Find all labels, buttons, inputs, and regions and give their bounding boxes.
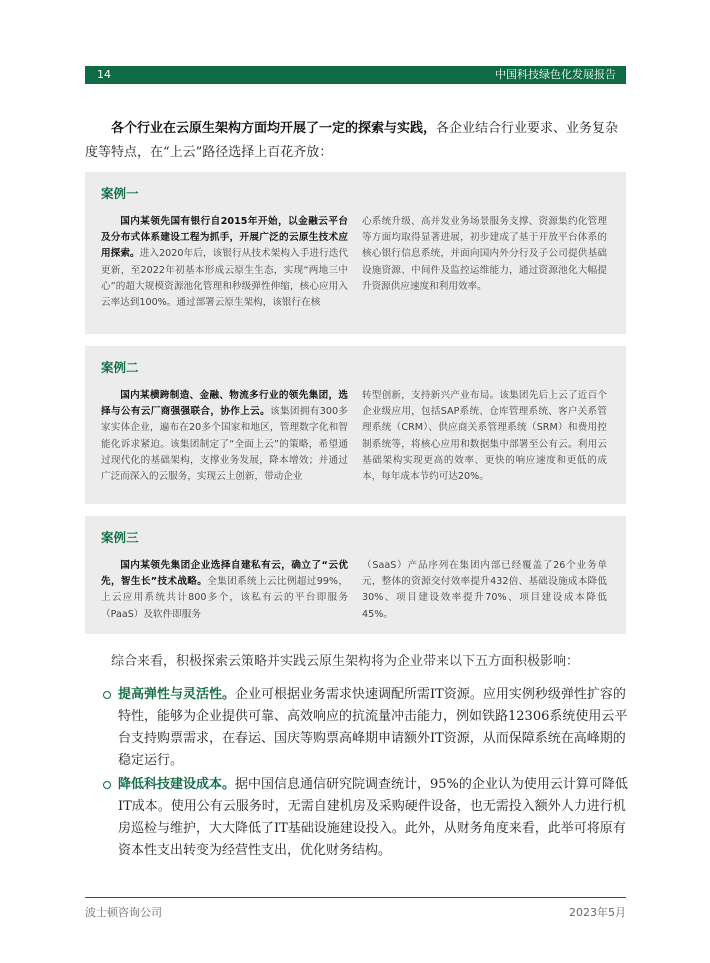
- bullet-item: [118, 774, 628, 862]
- report-title: 中国科技绿色化发展报告: [495, 68, 616, 81]
- footer-date: 2023年5月: [569, 906, 626, 919]
- intro-rest: 各企业结合行业要求、业务复杂度等特点，在“上云”路径选择上百花齐放：: [85, 121, 619, 160]
- case-right-column: 心系统升级、高并发业务场景服务支撑、资源集约化管理等方面均取得显著进展，初步建成了基于开放平台体系的核心银行信息系统，并面向国内外分行及子公司提供基础设施资源、中间件及监控运维能力，通过资源池化大幅提升资源供应速度和利用效率。: [362, 216, 607, 292]
- intro-bold: 各个行业在云原生架构方面均开展了一定的探索与实践，: [111, 121, 437, 136]
- bullet-lead: 降低科技建设成本。: [118, 777, 236, 792]
- case-right-column: 转型创新，支持新兴产业布局。该集团先后上云了近百个企业级应用，包括SAP系统、仓库管理系统、客户关系管理系统（CRM）、供应商关系管理系统（SRM）和费用控制系统等，将核心应用和数据集中部署至公有云。利用云基础架构实现更高的效率、更快的响应速度和更低的成本，每年成本节约可达20%。: [362, 390, 607, 483]
- case-box-1: [85, 172, 626, 334]
- bullet-item: [118, 684, 628, 772]
- case-bold-lead: 国内某领先国有银行自2015年开始，以金融云平台及分布式体系建设工程为抓手，开展广泛的云原生技术应用探索。: [101, 216, 348, 260]
- bullet-circle-icon: [103, 691, 111, 699]
- case-left-text: 该集团拥有300多家实体企业，遍布在20多个国家和地区，管理数字化和智能化诉求紧迫。该集团制定了“全面上云”的策略，希望通过现代化的基础架构，支撑业务发展，降本增效；并通过广泛而深入的云服务，实现云上创新，带动企业: [101, 406, 349, 483]
- intro-paragraph: [85, 117, 628, 165]
- case-title: 案例二: [101, 360, 139, 375]
- case-left-column: [101, 388, 348, 485]
- bullet-text: 据中国信息通信研究院调查统计，95%的企业认为使用云计算可降低IT成本。使用公有云服务时，无需自建机房及采购硬件设备，也无需投入额外人力进行机房巡检与维护，大大降低了IT基础设施建设投入。此外，从财务角度来看，此举可将原有资本性支出转变为经营性支出，优化财务结构。: [118, 777, 628, 858]
- case-title: 案例三: [101, 530, 139, 545]
- case-bold-lead: 国内某领先集团企业选择自建私有云，确立了“云优先，智生长”技术战略。: [101, 560, 348, 588]
- header-bar: [85, 66, 626, 84]
- bullet-lead: 提高弹性与灵活性。: [118, 687, 236, 702]
- summary-paragraph: 综合来看，积极探索云策略并实践云原生架构将为企业带来以下五方面积极影响：: [111, 654, 580, 669]
- case-right-column: （SaaS）产品序列在集团内部已经覆盖了26个业务单元，整体的资源交付效率提升432倍、基础设施成本降低30%、项目建设效率提升70%、项目建设成本降低45%。: [362, 560, 607, 620]
- case-bold-lead: 国内某横跨制造、金融、物流多行业的领先集团，选择与公有云厂商强强联合，协作上云。: [101, 390, 348, 418]
- case-left-text: 全集团系统上云比例超过99%，上云应用系统共计800多个，该私有云的平台即服务（PaaS）及软件即服务: [101, 576, 348, 620]
- footer-publisher: 波士顿咨询公司: [85, 906, 162, 919]
- page-number: 14: [97, 68, 111, 81]
- case-title: 案例一: [101, 186, 139, 201]
- case-left-text: 进入2020年后，该银行从技术架构入手进行迭代更新，至2022年初基本形成云原生生态，实现“两地三中心”的超大规模资源池化管理和秒级弹性伸缩，核心应用入云率达到100%。通过部署云原生架构，该银行在核: [101, 248, 349, 309]
- case-box-2: [85, 346, 626, 504]
- bullet-circle-icon: [103, 781, 111, 789]
- case-left-column: [101, 214, 348, 311]
- case-box-3: [85, 516, 626, 634]
- case-left-column: [101, 558, 348, 623]
- footer-divider: [85, 897, 626, 898]
- bullet-text: 企业可根据业务需求快速调配所需IT资源。应用实例秒级弹性扩容的特性，能够为企业提供可靠、高效响应的抗流量冲击能力，例如铁路12306系统使用云平台支持购票需求，在春运、国庆等购票高峰期申请额外IT资源，从而保障系统在高峰期的稳定运行。: [118, 687, 628, 768]
